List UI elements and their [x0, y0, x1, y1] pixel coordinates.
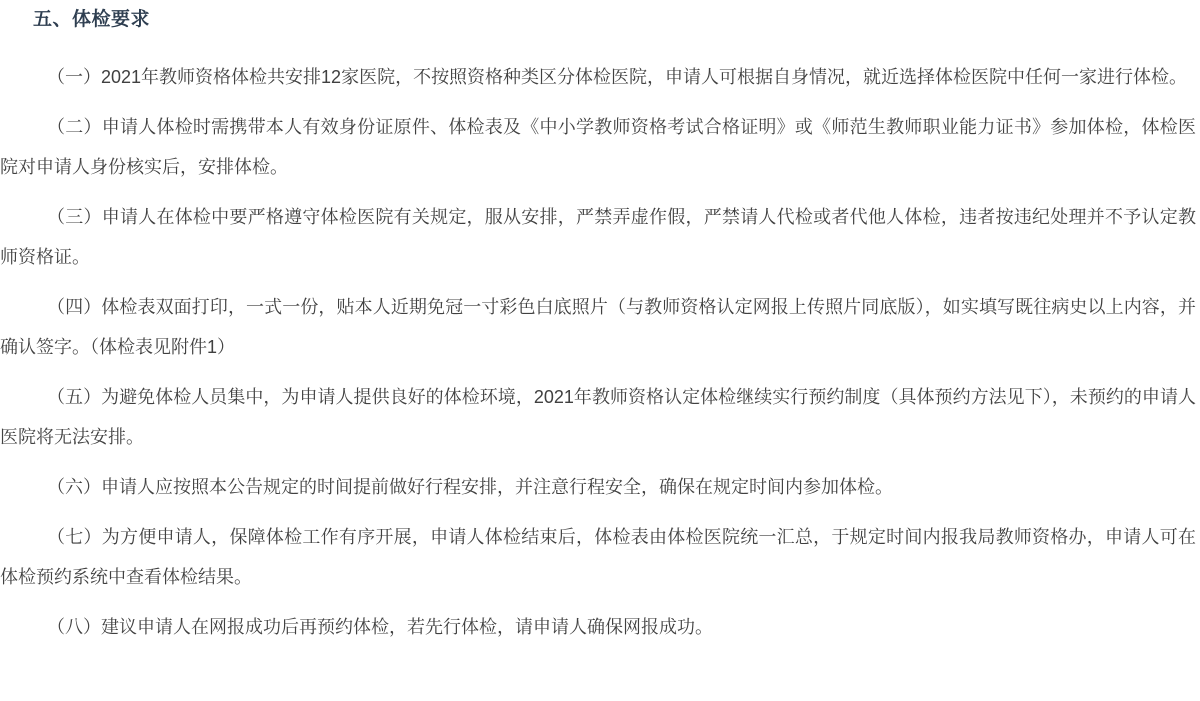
paragraph-item-5: （五）为避免体检人员集中，为申请人提供良好的体检环境，2021年教师资格认定体检继续实行预约制度（具体预约方法见下），未预约的申请人医院将无法安排。	[0, 387, 1196, 447]
paragraph-item-2: （二）申请人体检时需携带本人有效身份证原件、体检表及《中小学教师资格考试合格证明》或《师范生教师职业能力证书》参加体检，体检医院对申请人身份核实后，安排体检。	[0, 117, 1196, 177]
paragraph-item-3: （三）申请人在体检中要严格遵守体检医院有关规定，服从安排，严禁弄虚作假，严禁请人代检或者代他人体检，违者按违纪处理并不予认定教师资格证。	[0, 207, 1196, 267]
paragraph-item-6: （六）申请人应按照本公告规定的时间提前做好行程安排，并注意行程安全，确保在规定时间内参加体检。	[47, 477, 893, 497]
paragraph-item-8: （八）建议申请人在网报成功后再预约体检，若先行体检，请申请人确保网报成功。	[47, 617, 713, 637]
paragraph-item-4: （四）体检表双面打印，一式一份，贴本人近期免冠一寸彩色白底照片（与教师资格认定网报上传照片同底版），如实填写既往病史以上内容，并确认签字。（体检表见附件1）	[0, 297, 1196, 357]
paragraph-item-1: （一）2021年教师资格体检共安排12家医院，不按照资格种类区分体检医院，申请人可根据自身情况，就近选择体检医院中任何一家进行体检。	[47, 67, 1188, 87]
paragraph-item-7: （七）为方便申请人，保障体检工作有序开展，申请人体检结束后，体检表由体检医院统一汇总，于规定时间内报我局教师资格办，申请人可在体检预约系统中查看体检结果。	[0, 527, 1196, 587]
section-heading: 五、体检要求	[33, 9, 151, 30]
